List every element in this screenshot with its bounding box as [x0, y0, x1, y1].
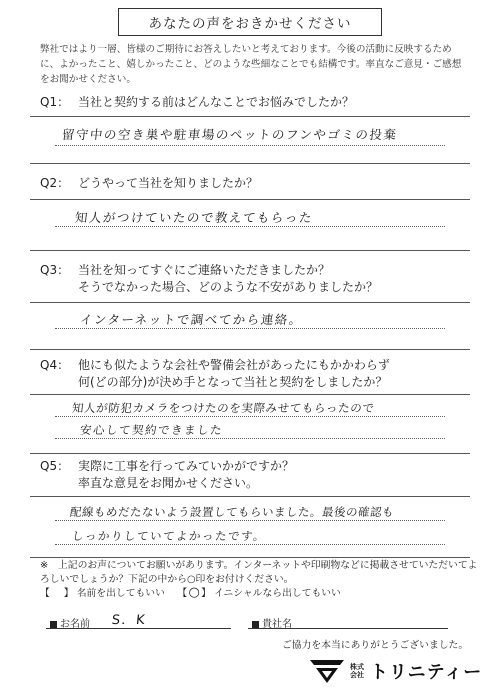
option-2-open-bracket: 【 [177, 588, 188, 599]
answer-line [55, 226, 445, 227]
permission-note: ※ 上記のお声についてお願いがあります。インターネットや印刷物などに掲載させていただいてよろしいでしょうか？下記の中から○印をお付けください。 [40, 560, 478, 585]
question-text-line2: 何(どの部分)が決め手となって当社と契約をしましたか？ [78, 375, 388, 389]
answer-line [55, 438, 445, 439]
answer-2-text: 知人がつけていたので教えてもらった [74, 210, 314, 225]
option-2-mark[interactable]: ○ [188, 585, 200, 600]
logo-company-name: トリニティー [370, 662, 483, 683]
question-text: 当社を知ってすぐにご連絡いただきましたか？ [78, 263, 331, 277]
option-1-label: 名前を出してもいい [76, 588, 165, 599]
question-text-line2: 率直な意見をお聞かせください。 [78, 476, 259, 490]
question-number: Q3： [40, 263, 70, 277]
option-1-close-bracket: 】 [63, 588, 74, 599]
name-label: お名前 [60, 619, 90, 630]
option-1-open-bracket: 【 [40, 588, 50, 599]
answer-5-text-line2: しっかりしていてよかったです。 [71, 529, 267, 543]
answer-5-text: 配線もめだたないよう設置してもらいました。最後の確認も [69, 505, 395, 519]
logo-kabu-top: 株式 [350, 663, 364, 671]
answer-line [55, 145, 445, 146]
company-logo [310, 658, 482, 684]
question-text: 当社と契約する前はどんなことでお悩みでしたか？ [78, 95, 355, 109]
name-underline [46, 628, 231, 629]
survey-title: あなたの声をおきかせください [118, 8, 382, 36]
bullet-square-icon [50, 621, 57, 628]
option-2-label: イニシャルなら出してもいい [214, 588, 341, 599]
answer-3-text: インターネットで調べてから連絡。 [79, 312, 304, 327]
question-3 [40, 262, 378, 296]
trinity-logo-mark-icon [310, 658, 344, 684]
company-underline [248, 628, 448, 629]
company-label: 貴社名 [262, 619, 292, 630]
answer-4-text-line2: 安心して契約できました [79, 423, 224, 437]
question-text: 実際に工事を行ってみていかがですか？ [78, 459, 295, 473]
question-number: Q1： [40, 95, 70, 109]
answer-1-text: 留守中の空き巣や駐車場のペットのフンやゴミの投棄 [61, 127, 399, 142]
question-5 [40, 458, 294, 492]
option-2-close-bracket: 】 [201, 588, 211, 599]
logo-kabushiki [350, 663, 364, 679]
answer-line [55, 544, 445, 545]
answer-4-text: 知人が防犯カメラをつけたのを実際みせてもらったので [71, 401, 376, 415]
answer-line [55, 416, 445, 417]
permission-options [40, 585, 341, 600]
intro-text: 弊社ではより一層、皆様のご期待にお答えしたいと考えております。今後の活動に反映するために、よかったこと、嬉しかったこと、どのような些細なことでも結構です。率直なご意見・ご感想をお聞かせください。 [40, 44, 462, 85]
question-text-line2: そうでなかった場合、どのような不安がありましたか？ [78, 280, 379, 294]
question-4 [40, 357, 390, 391]
logo-kabu-bottom: 会社 [350, 671, 364, 679]
thanks-text: ご協力を本当にありがとうございました。 [282, 640, 469, 651]
question-text: 他にも似たような会社や警備会社があったにもかかわらず [78, 358, 390, 372]
question-text: どうやって当社を知りましたか？ [78, 176, 259, 190]
question-2 [40, 175, 258, 192]
answer-line [55, 328, 445, 329]
answer-line [55, 520, 445, 521]
question-number: Q5： [40, 459, 70, 473]
question-number: Q4： [40, 358, 70, 372]
name-value[interactable]: S．K [111, 613, 147, 628]
bullet-square-icon [252, 621, 259, 628]
question-number: Q2： [40, 176, 70, 190]
question-1 [40, 94, 354, 111]
